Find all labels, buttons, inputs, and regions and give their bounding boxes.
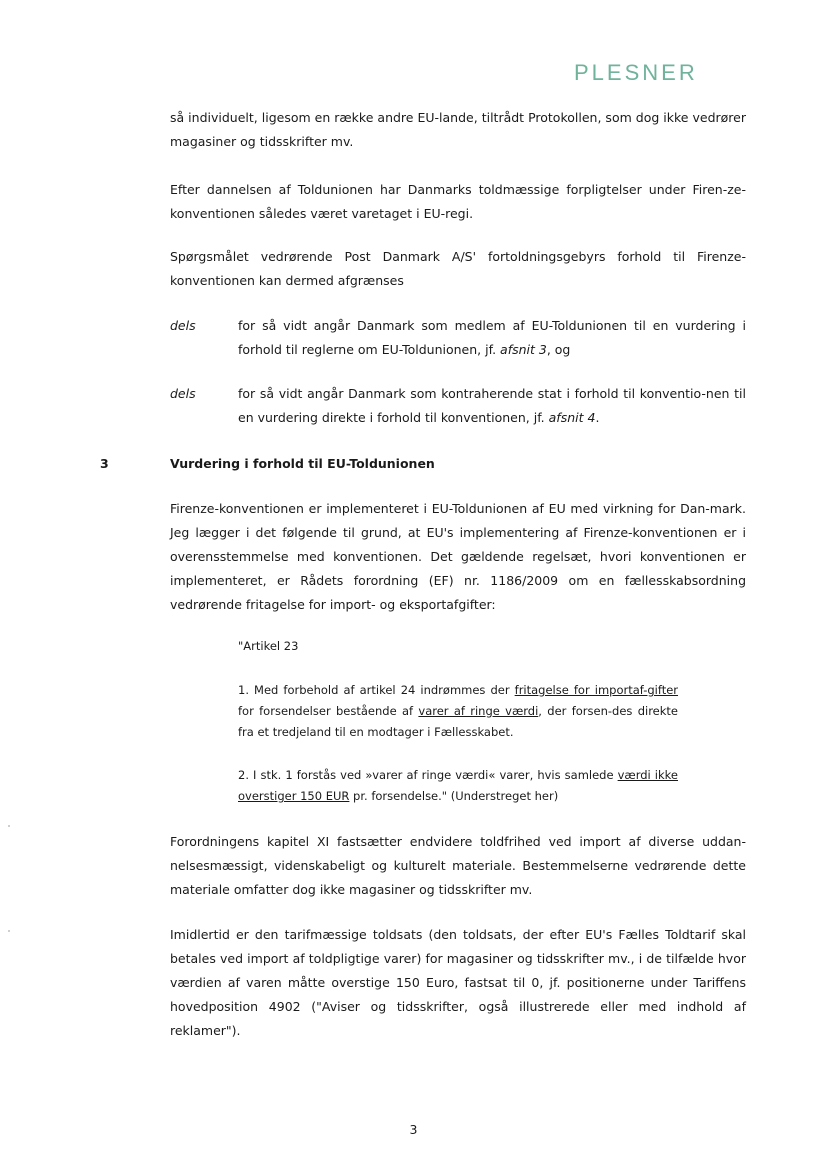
plesner-logo: PLESNER bbox=[574, 60, 698, 85]
paragraph-question: Spørgsmålet vedrørende Post Danmark A/S' fortoldningsgebyrs forhold til Firenze-konventionen kan dermed afgrænses bbox=[170, 249, 746, 288]
dels-term-2: dels bbox=[170, 386, 196, 401]
paragraph-chapter-xi: Forordningens kapitel XI fastsætter endvidere toldfrihed ved import af diverse uddan-nelsesmæssigt, videnskabeligt og kulturelt materiale. Bestemmelserne vedrørende dette materiale omfatter dog ikke magasiner og tidsskrifter mv. bbox=[170, 834, 746, 897]
quote-paragraph-2 bbox=[238, 765, 678, 807]
dels-item-1 bbox=[238, 314, 746, 362]
quote-2-text-b: pr. forsendelse." (Understreget her) bbox=[349, 789, 559, 803]
paragraph-tariff: Imidlertid er den tarifmæssige toldsats (den toldsats, der efter EU's Fælles Toldtarif skal betales ved import af toldpligtige varer) for magasiner og tidsskrifter mv., i de tilfælde hvor værdien af varen måtte overstige 150 Euro, fastsat til 0, jf. positionerne under Tariffens hovedposition 4902 ("Aviser og tidsskrifter, også illustrerede eller med indhold af reklamer"). bbox=[170, 927, 746, 1038]
dels-term-1: dels bbox=[170, 318, 196, 333]
dels-tail-1: , og bbox=[546, 342, 571, 357]
quote-2-text-a: 2. I stk. 1 forstås ved »varer af ringe værdi« varer, hvis samlede bbox=[238, 768, 618, 782]
section-title: Vurdering i forhold til EU-Toldunionen bbox=[170, 456, 435, 471]
dels-text-2: for så vidt angår Danmark som kontraherende stat i forhold til konventio-nen til en vurdering direkte i forhold til konventionen, jf. bbox=[238, 386, 746, 425]
dels-text-1: for så vidt angår Danmark som medlem af EU-Toldunionen til en vurdering i forhold til reglerne om EU-Toldunionen, jf. bbox=[238, 318, 746, 357]
quote-1-underline-2: varer af ringe værdi bbox=[418, 704, 539, 718]
paragraph-implementation: Firenze-konventionen er implementeret i EU-Toldunionen af EU med virkning for Dan-mark. Jeg lægger i det følgende til grund, at EU's implementering af Firenze-konventionen er i overensstemmelse med konventionen. Det gældende regelsæt, hvori konventionen er implementeret, er Rådets forordning (EF) nr. 1186/2009 om en fællesskabsordning vedrørende fritagelse for import- og eksportafgifter: bbox=[170, 501, 746, 612]
quote-1-text-a: 1. Med forbehold af artikel 24 indrømmes der bbox=[238, 683, 515, 697]
scan-speck bbox=[8, 930, 10, 932]
section-number: 3 bbox=[100, 456, 109, 471]
scan-speck bbox=[8, 825, 10, 827]
dels-tail-2: . bbox=[595, 410, 600, 425]
quote-paragraph-1 bbox=[238, 680, 678, 743]
quote-1-text-b: for forsendelser bestående af bbox=[238, 704, 419, 718]
paragraph-toldunion: Efter dannelsen af Toldunionen har Danmarks toldmæssige forpligtelser under Firen-ze-konventionen således været varetaget i EU-regi. bbox=[170, 182, 746, 221]
dels-item-2 bbox=[238, 382, 746, 430]
quote-2-underline: værdi ikke overstiger 150 EUR bbox=[238, 768, 678, 803]
page-number: 3 bbox=[409, 1122, 418, 1137]
quote-1-underline-1: fritagelse for importaf-gifter bbox=[514, 683, 679, 697]
section-reference-1: afsnit 3 bbox=[500, 342, 547, 357]
section-reference-2: afsnit 4 bbox=[548, 410, 596, 425]
quote-heading: "Artikel 23 bbox=[238, 639, 299, 653]
paragraph-protocol: så individuelt, ligesom en række andre EU-lande, tiltrådt Protokollen, som dog ikke vedrører magasiner og tidsskrifter mv. bbox=[170, 110, 746, 149]
quote-1-text-c: , der forsen-des direkte fra et tredjeland til en modtager i Fællesskabet. bbox=[238, 704, 678, 739]
